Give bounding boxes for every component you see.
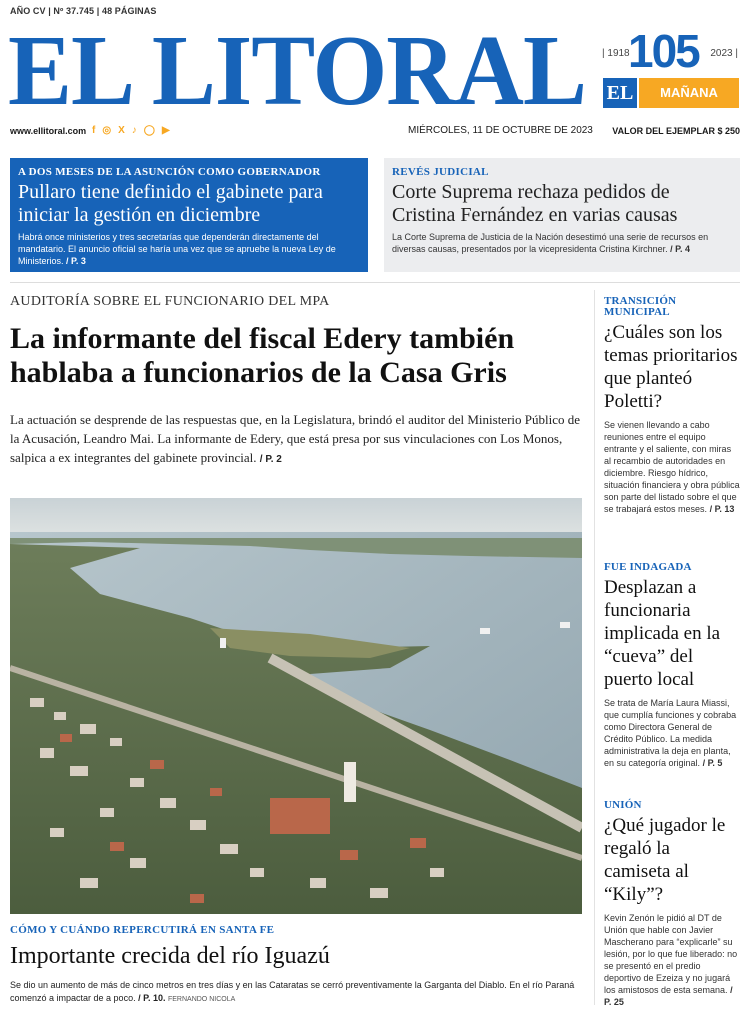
youtube-icon[interactable]: ▶: [161, 125, 170, 136]
instagram-icon[interactable]: ◎: [102, 125, 112, 136]
photo-story-kicker: CÓMO Y CUÁNDO REPERCUTIRÁ EN SANTA FE: [10, 924, 275, 936]
main-story-summary: La actuación se desprende de las respuestas que, en la Legislatura, brindó el auditor del Ministerio Público de la Acusación, Leandro Mai. La informante de Edery, que está presa por sus vinculaciones con Los Monos, salpica a ex integrantes del gabinete provincial. / P. 2: [10, 412, 581, 465]
info-bar: [10, 124, 740, 140]
page-reference: / P. 3: [66, 256, 86, 266]
main-story-headline[interactable]: La informante del fiscal Edery también hablaba a funcionarios de la Casa Gris: [10, 322, 515, 389]
issue-date: MIÉRCOLES, 11 DE OCTUBRE DE 2023: [408, 125, 593, 136]
photo-story-headline[interactable]: Importante crecida del río Iguazú: [10, 943, 330, 969]
sidebar-story-1[interactable]: [604, 296, 740, 515]
issue-price: VALOR DEL EJEMPLAR $ 250: [612, 126, 740, 136]
page-reference: / P. 4: [670, 244, 691, 254]
story-kicker: REVÉS JUDICIAL: [392, 166, 489, 178]
story-top-left[interactable]: [10, 158, 368, 272]
column-divider: [594, 290, 595, 1005]
sidebar-kicker: TRANSICIÓN MUNICIPAL: [604, 295, 677, 318]
aerial-river-photo: [10, 498, 582, 914]
section-divider: [10, 282, 740, 283]
sidebar-headline[interactable]: ¿Qué jugador le regaló la camiseta al “Kily”?: [604, 815, 726, 905]
anniversary-year-end: 2023 |: [710, 48, 738, 59]
anniversary-number: 105: [628, 25, 699, 77]
edition-number: AÑO CV | Nº 37.745 |: [10, 6, 102, 16]
photo-story-summary: Se dio un aumento de más de cinco metros en tres días y en las Cataratas se cerró preventivamente la Garganta del Diablo. En el río Paraná comenzó a impactar de a poco. / P. 10. FERNANDO NICOLA: [10, 980, 575, 1003]
sidebar-kicker: FUE INDAGADA: [604, 561, 692, 573]
page-reference: / P. 13: [709, 504, 735, 514]
page-reference: / P. 2: [259, 454, 282, 465]
story-kicker: A DOS MESES DE LA ASUNCIÓN COMO GOBERNADOR: [18, 166, 321, 178]
photo-author: FERNANDO NICOLA: [167, 996, 236, 1003]
tiktok-icon[interactable]: ♪: [131, 125, 137, 136]
el-badge: EL: [603, 78, 637, 108]
masthead: [8, 14, 588, 126]
page-reference: / P. 5: [702, 758, 723, 768]
sidebar-headline[interactable]: Desplazan a funcionaria implicada en la “cueva” del puerto local: [604, 577, 721, 690]
social-icons: [92, 124, 170, 138]
page-reference: / P. 10.: [138, 993, 166, 1003]
sidebar-headline[interactable]: ¿Cuáles son los temas prioritarios que planteó Poletti?: [604, 322, 738, 412]
page-reference: / P. 25: [604, 985, 733, 1007]
story-headline[interactable]: Corte Suprema rechaza pedidos de Cristina Fernández en varias causas: [392, 181, 678, 226]
page-count: 48 PÁGINAS: [101, 6, 157, 16]
sidebar-story-3[interactable]: [604, 800, 740, 1008]
sidebar-summary: Se vienen llevando a cabo reuniones entre el equipo entrante y el saliente, con miras al recambio de autoridades en diciembre. Riesgo hídrico, situación financiera y obra pública son parte del listado sobre el que se trabajará estos meses. / P. 13: [604, 420, 740, 514]
story-summary: Habrá once ministerios y tres secretarías que dependerán directamente del mandatario. El anuncio oficial se haría una vez que se apruebe la nueva Ley de Ministerios. / P. 3: [18, 232, 336, 266]
facebook-icon[interactable]: f: [92, 125, 96, 136]
sidebar-summary: Kevin Zenón le pidió al DT de Unión que hable con Javier Mascherano para “explicarle” su lesión, por lo que fue liberado: no se presentó en el predio deportivo de Ezeiza y no jugará los amistosos de esta semana. / P. 25: [604, 913, 738, 1007]
anniversary-logo: [600, 25, 740, 112]
story-headline[interactable]: Pullaro tiene definido el gabinete para iniciar la gestión en diciembre: [18, 181, 323, 226]
sidebar-summary: Se trata de María Laura Miassi, que cumplía funciones y cobraba como Directora General de Crédito Público. La medida administrativa la deja en planta, en su categoría original. / P. 5: [604, 698, 737, 768]
sidebar-story-2[interactable]: [604, 562, 740, 769]
edition-badge: MAÑANA: [639, 78, 739, 108]
whatsapp-icon[interactable]: ◯: [143, 125, 155, 136]
newspaper-title: EL LITORAL: [8, 14, 587, 126]
sidebar-kicker: UNIÓN: [604, 799, 642, 811]
story-top-right[interactable]: [384, 158, 740, 272]
main-story-kicker: AUDITORÍA SOBRE EL FUNCIONARIO DEL MPA: [10, 294, 330, 309]
website-link[interactable]: www.ellitoral.com: [10, 126, 87, 136]
story-summary: La Corte Suprema de Justicia de la Nación desestimó una serie de recursos en diversas causas, presentados por la vicepresidenta Cristina Kirchner. / P. 4: [392, 232, 709, 254]
anniversary-year-start: | 1918: [602, 48, 630, 59]
x-icon[interactable]: X: [118, 125, 125, 136]
